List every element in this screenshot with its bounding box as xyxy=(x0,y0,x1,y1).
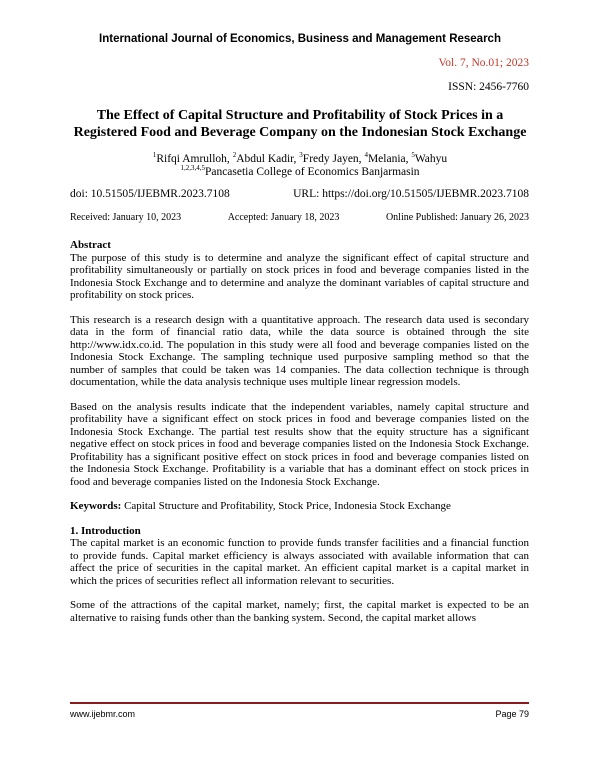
abstract-paragraph-2: This research is a research design with a quantitative approach. The research data used is secondary data in the form of financial ratio data, while the data source is obtained through the site http://www.idx.co.id. The population in this study were all food and beverage companies listed on the Indonesia Stock Exchange. The sampling technique used purposive sampling method so that the number of samples that could be taken was 14 companies. The data collection technique is through documentation, while the data analysis technique uses multiple linear regression models. xyxy=(70,313,529,388)
keywords-text: Capital Structure and Profitability, Stock Price, Indonesia Stock Exchange xyxy=(121,500,451,512)
affiliation-text: Pancasetia College of Economics Banjarmasin xyxy=(204,165,420,178)
author-2-sup: 2 xyxy=(232,151,237,159)
accepted-date: Accepted: January 18, 2023 xyxy=(227,212,340,223)
abstract-heading: Abstract xyxy=(70,239,111,251)
paper-title xyxy=(60,107,540,141)
publication-dates xyxy=(70,212,529,223)
author-3-sup: 3 xyxy=(299,151,303,159)
author-1: Rifqi Amrulloh, xyxy=(156,152,233,165)
abstract-paragraph-3: Based on the analysis results indicate that the independent variables, namely capital structure and profitability have a significant effect on stock prices in food and beverage companies listed on the Indonesia Stock Exchange. The partial test results show that the equity structure has a significant negative effect on stock prices in food and beverage companies listed on the Indonesia Stock Exchange. Profitability has a significant positive effect on stock prices in food and beverage companies listed on the Indonesia Stock Exchange. Profitability is a variable that has a dominant effect on stock prices in food and beverage companies listed on the Indonesia Stock Exchange. xyxy=(70,400,529,488)
paper-body xyxy=(70,239,529,636)
author-3: Fredy Jayen, xyxy=(302,152,365,165)
title-line-1: The Effect of Capital Structure and Profitability of Stock Prices in a xyxy=(96,108,504,123)
footer-website[interactable]: www.ijebmr.com xyxy=(70,709,136,719)
received-date: Received: January 10, 2023 xyxy=(70,212,182,223)
footer-divider xyxy=(70,702,529,704)
abstract-paragraph-1: The purpose of this study is to determine and analyze the significant effect of capital structure and profitability simultaneously or partially on stock prices in food and beverage companies listed in the Indonesia Stock Exchange and to determine and analyze the dominant variables of capital structure and profitability on stock prices. xyxy=(70,251,529,301)
author-4-sup: 4 xyxy=(364,151,368,159)
page-number: Page 79 xyxy=(495,709,529,719)
introduction-heading: 1. Introduction xyxy=(70,524,141,537)
introduction-paragraph-2: Some of the attractions of the capital market, namely; first, the capital market is expected to be an alternative to raising funds other than the banking system. Second, the capital market allows xyxy=(70,599,529,624)
author-4: Melania, xyxy=(367,152,412,165)
author-5-sup: 5 xyxy=(411,151,415,159)
affiliation-sup: 1,2,3,4,5 xyxy=(180,164,205,172)
author-2: Abdul Kadir, xyxy=(236,152,300,165)
affiliation xyxy=(60,162,540,178)
author-1-sup: 1 xyxy=(152,151,157,159)
doi-url[interactable]: URL: https://doi.org/10.51505/IJEBMR.2023.7108 xyxy=(293,188,529,200)
journal-name: International Journal of Economics, Business and Management Research xyxy=(99,33,501,45)
keywords xyxy=(70,500,529,513)
volume-issue: Vol. 7, No.01; 2023 xyxy=(438,57,529,69)
published-date: Online Published: January 26, 2023 xyxy=(385,212,529,223)
introduction-paragraph-1: The capital market is an economic function to provide funds transfer facilities and a financial function to provide funds. Capital market efficiency is always associated with available information that can affect the price of securities in the capital market. An efficient capital market is a capital market in which the prices of securities reflect all information relevant to securities. xyxy=(70,537,529,587)
title-line-2: Registered Food and Beverage Company on the Indonesian Stock Exchange xyxy=(73,125,527,140)
doi: doi: 10.51505/IJEBMR.2023.7108 xyxy=(70,188,230,200)
keywords-label: Keywords: xyxy=(70,500,122,512)
author-5: Wahyu xyxy=(414,152,448,165)
issn: ISSN: 2456-7760 xyxy=(448,81,529,93)
